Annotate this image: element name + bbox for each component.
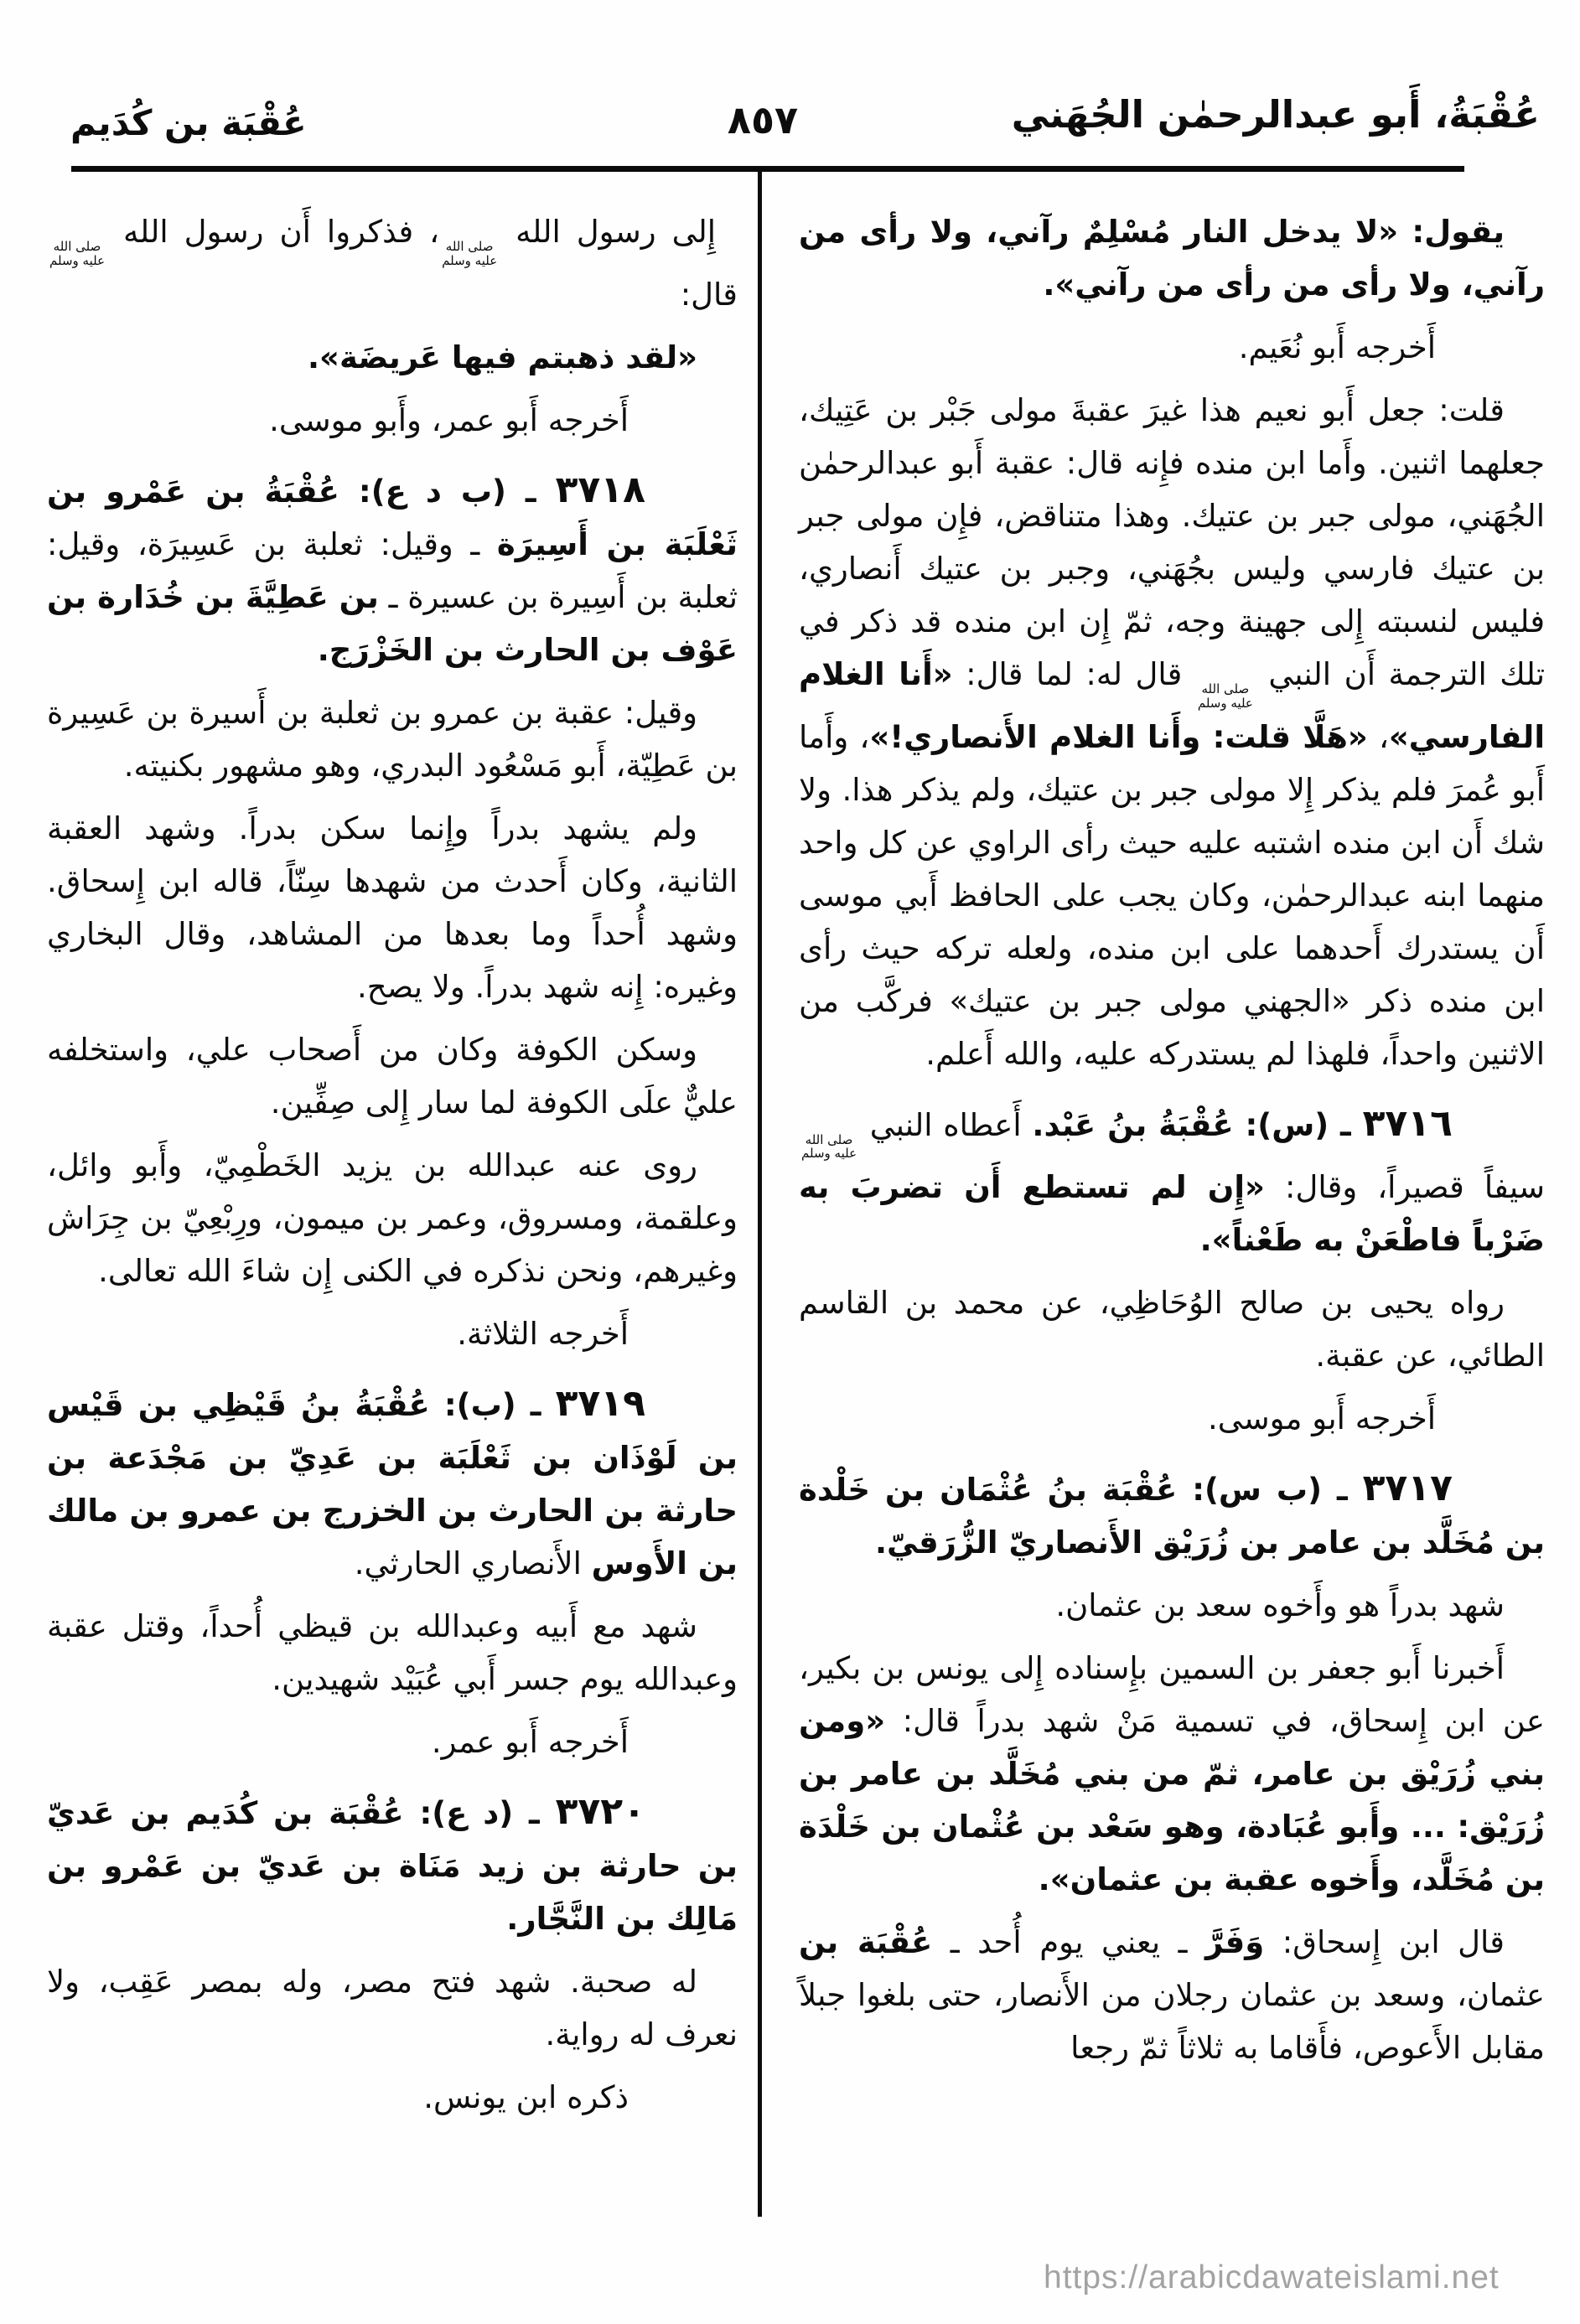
bio-note <box>47 1023 738 1129</box>
takhrij <box>47 394 738 447</box>
column-divider <box>758 172 762 2217</box>
text-segment: عثمان، وسعد بن عثمان رجلان من الأَنصار، حتى بلغوا جبلاً مقابل الأَعوص، فأَقاما به ثلاثاً ثمّ رجعا <box>799 1977 1545 2067</box>
text-segment: أَخرجه أَبو عمر، وأَبو موسى. <box>269 401 629 438</box>
text-segment: ـ (س): <box>1233 1106 1363 1143</box>
text-segment: «ومن بني زُرَيْق بن عامر، ثمّ من بني مُخَلَّد بن عامر بن زُرَيْق: ... وأَبو عُبَادة، وهو سَعْد بن عُثْمان بن خَلْدَة بن مُخَلَّد، وأَخوه عقبة بن عثمان». <box>799 1703 1545 1898</box>
page-number: ٨٥٧ <box>727 97 799 142</box>
text-segment: ذكره ابن يونس. <box>423 2078 629 2115</box>
continuation <box>47 205 738 321</box>
hadith-continuation <box>799 205 1545 311</box>
bio-note <box>47 1955 738 2061</box>
text-segment: سيفاً قصيراً، وقال: <box>1264 1169 1545 1206</box>
text-segment: قال له: لما قال: <box>952 656 1195 692</box>
text-segment: «لقد ذهبتم فيها عَريضَة». <box>308 339 697 375</box>
watermark-url: https://arabicdawateislami.net <box>1044 2259 1500 2296</box>
text-segment: ، فذكروا أَن رسول الله <box>107 214 440 250</box>
text-segment: أَخبرنا أَبو جعفر بن السمين بإِسناده إِلى يونس بن بكير، عن ابن إِسحاق، في تسمية مَنْ شهد بدراً قال: <box>799 1650 1545 1740</box>
text-segment: أَخرجه الثلاثة. <box>457 1315 629 1352</box>
text-segment: أَخرجه أَبو موسى. <box>1207 1400 1436 1437</box>
text-segment: «أَنا الغلام الفارسي» <box>799 656 1546 755</box>
text-segment: رواه يحيى بن صالح الوُحَاظِي، عن محمد بن القاسم الطائي، عن عقبة. <box>799 1285 1545 1374</box>
saw-honorific-icon: صلى الله عليه وسلم <box>442 239 498 268</box>
text-segment: عُقْبَة بنُ عُثْمَان بن خَلْدة بن مُخَلَّد بن عامر بن زُرَيْق الأَنصاريّ الزُّرَقيّ. <box>799 1472 1545 1561</box>
isnad <box>799 1276 1545 1382</box>
bio-note <box>799 1579 1545 1632</box>
entry-3716-heading <box>799 1097 1545 1267</box>
entry-number: ٣٧١٩ <box>555 1381 645 1425</box>
text-segment: أَخرجه أَبو نُعَيم. <box>1238 329 1436 365</box>
variant-note <box>47 686 738 792</box>
text-segment: وقيل: عقبة بن عمرو بن ثعلبة بن أَسيرة بن عَسِيرة بن عَطِيّة، أَبو مَسْعُود البدري، وهو مشهور بكنيته. <box>47 694 738 784</box>
text-segment: عُقْبَة بن كُدَيم بن عَديّ بن حارثة بن زيد مَنَاة بن عَديّ بن عَمْرو بن مَالِك بن النَّجَّار. <box>47 1794 738 1937</box>
text-segment: «إِن لم تستطع أَن تضربَ به ضَرْباً فاطْعَنْ به طَعْناً». <box>799 1169 1545 1259</box>
text-segment: روى عنه عبدالله بن يزيد الخَطْمِيّ، وأَبو وائل، وعلقمة، ومسروق، وعمر بن ميمون، ورِبْعِيّ بن جِرَاش وغيرهم، ونحن نذكره في الكنى إِن شاءَ الله تعالى. <box>47 1146 738 1289</box>
text-segment: قلت: جعل أَبو نعيم هذا غيرَ عقبةَ مولى جَبْر بن عَتِيك، جعلهما اثنين. وأَما ابن منده فإِنه قال: عقبة أَبو عبدالرحمٰن الجُهَني، مولى جبر بن عتيك. وهذا متناقض، فإِن مولى جبر بن عتيك فارسي وليس بجُهَني، وجبر بن عتيك أَنصاري، فليس لنسبته إِلى جهينة وجه، ثمّ إِن ابن منده قد ذكر في تلك الترجمة أَن النبي <box>799 392 1545 692</box>
text-segment: يقول: «لا يدخل النار مُسْلِمٌ رآني، ولا رأى من رآني، ولا رأى من رأى من رآني». <box>799 214 1545 303</box>
entry-number: ٣٧١٦ <box>1362 1101 1453 1145</box>
text-segment: بن عَطِيَّةَ بن خُدَارة بن عَوْف بن الحارث بن الخَزْرَج. <box>47 578 738 668</box>
column-left <box>47 205 738 2134</box>
saw-honorific-icon: صلى الله عليه وسلم <box>1197 681 1253 711</box>
text-segment: عُقْبَةُ بنُ عَبْد. <box>1032 1106 1234 1143</box>
text-segment: وَفَرَّ <box>1205 1924 1265 1961</box>
text-segment: ولم يشهد بدراً وإِنما سكن بدراً. وشهد العقبة الثانية، وكان أَحدث من شهدها سِنّاً، قاله ابن إِسحاق. وشهد أُحداً وما بعدها من المشاهد، وقال البخاري وغيره: إِنه شهد بدراً. ولا يصح. <box>47 810 738 1005</box>
text-segment: عُقْبَة بن <box>799 1924 933 1961</box>
bio-note <box>47 802 738 1013</box>
takhrij <box>47 1307 738 1360</box>
entry-number: ٣٧١٧ <box>1362 1467 1453 1510</box>
entry-3718-heading <box>47 463 738 676</box>
text-segment: ـ (ب س): <box>1177 1472 1363 1509</box>
takhrij <box>47 1716 738 1768</box>
text-segment: إِلى رسول الله <box>500 214 716 250</box>
text-segment: ـ (ب): <box>429 1386 556 1423</box>
header-title-left: عُقْبَة بن كُدَيم <box>70 102 307 143</box>
text-segment: ـ وقيل: ثعلبة بن عَسِيرَة، وقيل: ثعلبة بن أَسِيرة بن عسيرة ـ <box>47 525 738 615</box>
bio-note <box>47 1600 738 1705</box>
text-segment: عُقْبَةُ بنُ قَيْظِي بن قَيْس بن لَوْذَان بن ثَعْلَبَة بن عَدِيّ بن مَجْدَعة بن حارثة بن الحارث بن الخزرج بن عمرو بن مالك بن الأَوس <box>47 1386 738 1581</box>
text-segment: ـ (ب د ع): <box>339 473 556 510</box>
text-segment: قال ابن إِسحاق: <box>1264 1924 1505 1961</box>
entry-3717-heading <box>799 1462 1545 1569</box>
takhrij <box>799 321 1545 374</box>
text-segment: له صحبة. شهد فتح مصر، وله بمصر عَقِب، ولا نعرف له رواية. <box>47 1963 738 2052</box>
entry-3720-heading <box>47 1785 738 1945</box>
text-segment: عُقْبَةُ بن عَمْرو بن ثَعْلَبَة بن أَسِيرَة <box>47 473 738 562</box>
saw-honorific-icon: صلى الله عليه وسلم <box>49 239 106 268</box>
text-segment: شهد مع أَبيه وعبدالله بن قيظي أُحداً، وقتل عقبة وعبدالله يوم جسر أَبي عُبَيْد شهيدين. <box>47 1607 738 1697</box>
header-title-right: عُقْبَةُ، أَبو عبدالرحمٰن الجُهَني <box>1011 92 1540 137</box>
text-segment: ، وأَما أَبو عُمرَ فلم يذكر إِلا مولى جبر بن عتيك، ولم يذكر هذا. ولا شك أَن ابن منده اشتبه عليه حيث رأى الراوي عن كل واحد منهما ابنه عبدالرحمٰن، وكان يجب على الحافظ أَبي موسى أَن يستدرك أَحدهما على ابن منده، ولعله تركه حيث رأى ابن منده ذكر «الجهني مولى جبر بن عتيك» فركَّب من الاثنين واحداً، فلهذا لم يستدركه عليه، والله أَعلم. <box>799 718 1545 1072</box>
entry-number: ٣٧٢٠ <box>555 1789 645 1833</box>
text-segment: «هَلَّا قلت: وأَنا الغلام الأَنصاري!» <box>869 718 1368 755</box>
text-segment: قال: <box>680 276 738 313</box>
text-segment: أَخرجه أَبو عمر. <box>431 1723 629 1760</box>
column-right <box>799 205 1545 2084</box>
text-segment: ـ (د ع): <box>403 1794 556 1831</box>
entry-3719-heading <box>47 1377 738 1590</box>
text-segment: الأَنصاري الحارثي. <box>354 1545 592 1581</box>
takhrij <box>47 2071 738 2124</box>
isnad <box>799 1642 1545 1906</box>
saw-honorific-icon: صلى الله عليه وسلم <box>801 1131 857 1162</box>
comment-qultu <box>799 384 1545 1080</box>
hadith <box>47 331 738 384</box>
text-segment: وسكن الكوفة وكان من أَصحاب علي، واستخلفه عليٌّ علَى الكوفة لما سار إِلى صِفِّين. <box>47 1031 738 1121</box>
text-segment: شهد بدراً هو وأَخوه سعد بن عثمان. <box>1055 1587 1505 1624</box>
text-segment: أَعطاه النبي <box>859 1106 1033 1143</box>
header-rule <box>71 166 1464 172</box>
entry-number: ٣٧١٨ <box>555 468 645 511</box>
text-segment: ـ يعني يوم أُحد ـ <box>932 1924 1206 1961</box>
bio-note <box>799 1916 1545 2074</box>
takhrij <box>799 1392 1545 1445</box>
narrators-note <box>47 1139 738 1297</box>
text-segment: ، <box>1367 718 1389 755</box>
